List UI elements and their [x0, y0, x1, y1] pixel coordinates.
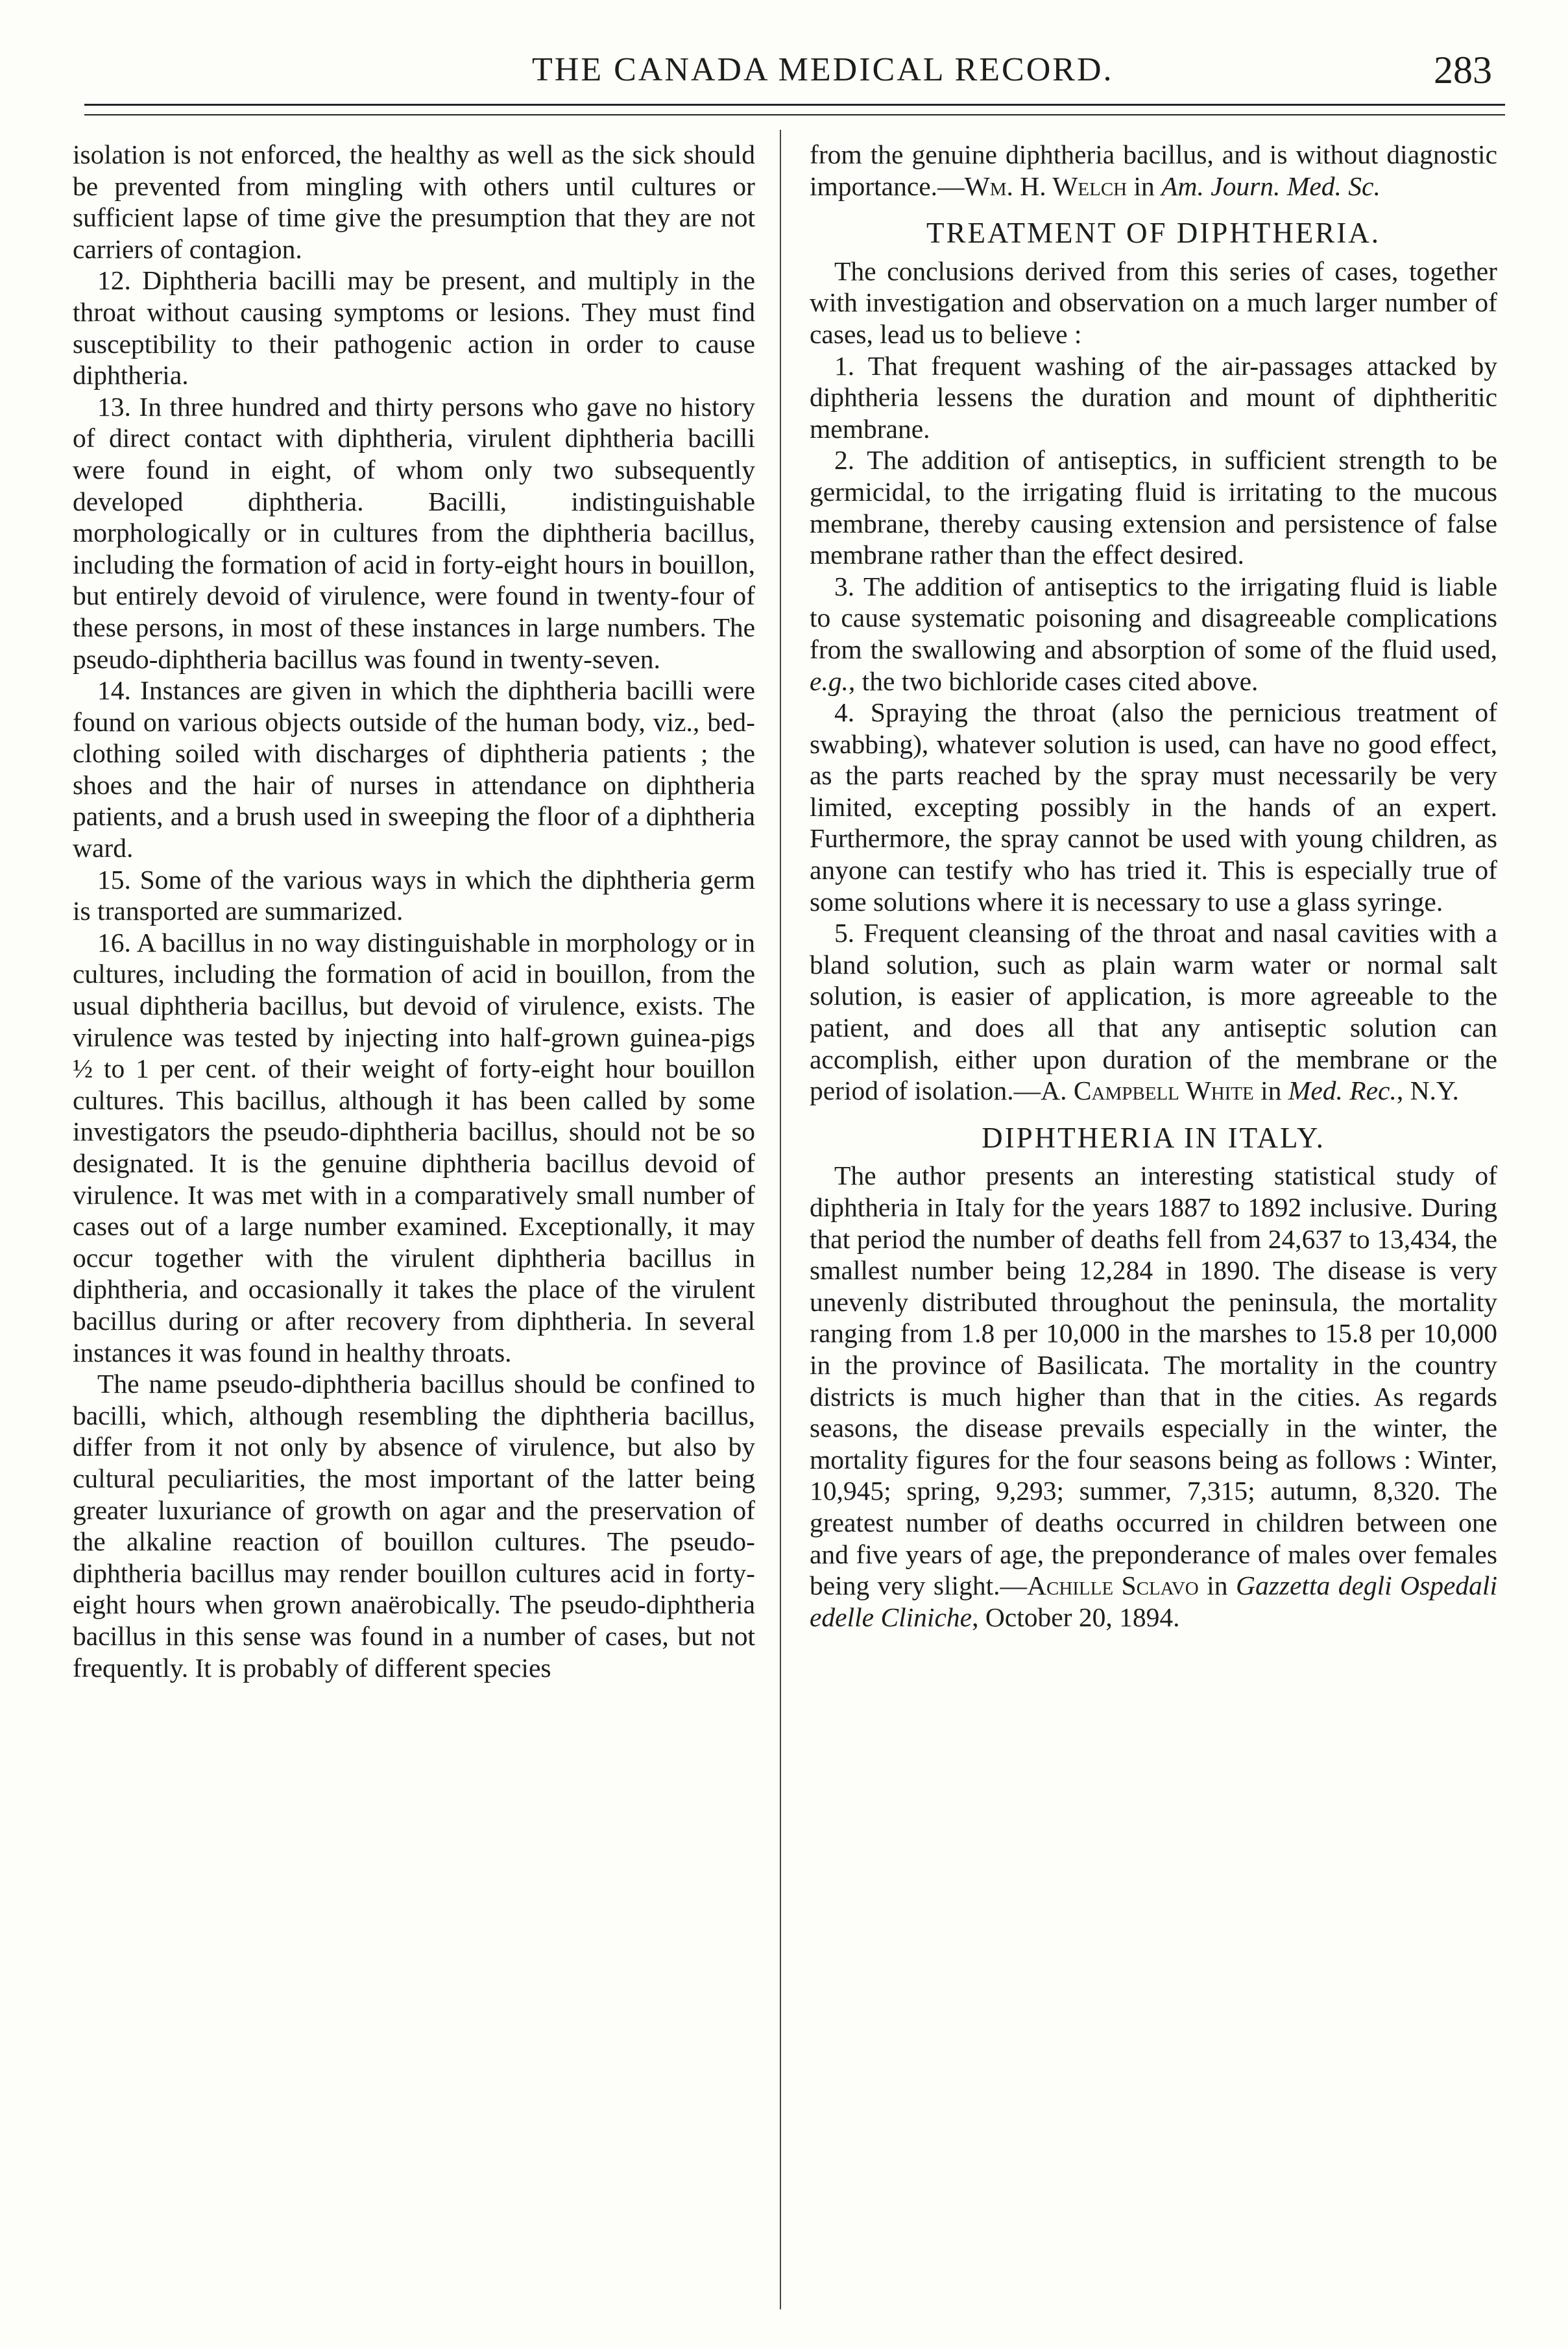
citation-author: Wm. H. Welch — [964, 171, 1128, 201]
citation-in: in — [1127, 171, 1162, 201]
right-column — [810, 139, 1497, 1633]
treatment-intro: The conclusions derived from this series of cases, together with investigation and observation on a much larger number of cases, lead us to believe : — [810, 256, 1497, 349]
treatment-point-3-tail: , the two bichloride cases cited above. — [848, 666, 1259, 696]
treatment-point-5 — [810, 917, 1497, 1107]
paragraph-12: 12. Diphtheria bacilli may be present, and multiply in the throat without causing symptoms or lesions. They must find susceptibility to their pathogenic action in order to cause diphtheria. — [73, 265, 755, 391]
treatment-point-3 — [810, 571, 1497, 697]
paragraph-14: 14. Instances are given in which the diphtheria bacilli were found on various objects outside of the human body, viz., bed-clothing soiled with discharges of diphtheria patients ; the shoes and the hair of nurses in attendance on diphtheria patients, and a brush used in sweeping the floor of a diphtheria ward. — [73, 675, 755, 863]
left-column — [73, 139, 755, 1683]
italy-paragraph — [810, 1160, 1497, 1633]
running-head — [78, 51, 1505, 96]
running-title: THE CANADA MEDICAL RECORD. — [532, 51, 1114, 88]
treatment-point-4: 4. Spraying the throat (also the pernicious treatment of swabbing), whatever solution is used, can have no good effect, as the parts reached by the spray must necessarily be very limited, excepting possibly in the hands of an expert. Furthermore, the spray cannot be used with young children, as anyone can testify who has tried it. This is especially true of some solutions where it is necessary to use a glass syringe. — [810, 697, 1497, 917]
section-title-treatment: TREATMENT OF DIPHTHERIA. — [926, 217, 1381, 250]
italy-text: The author presents an interesting statistical study of diphtheria in Italy for the years 1887 to 1892 inclusive. During that period the number of deaths fell from 24,637 to 13,434, the smallest number being 12,284 in 1890. The disease is very unevenly distributed throughout the peninsula, the mortality ranging from 1.8 per 10,000 in the marshes to 15.8 per 10,000 in the province of Basilicata. The mortality in the country districts is much higher than that in the cities. As regards seasons, the disease prevails especially in the winter, the mortality figures for the four seasons being as follows : Winter, 10,945; spring, 9,293; summer, 7,315; autumn, 8,320. The greatest number of deaths occurred in children between one and five years of age, the preponderance of males over females being very slight.— — [810, 1161, 1497, 1601]
treatment-citation-in: in — [1253, 1076, 1288, 1106]
paragraph-15: 15. Some of the various ways in which the diphtheria germ is transported are summarized. — [73, 864, 755, 926]
paragraph-16: 16. A bacillus in no way distinguishable in morphology or in cultures, including the formation of acid in bouillon, from the usual diphtheria bacillus, but devoid of virulence, exists. The virulence was tested by injecting into half-grown guinea-pigs ½ to 1 per cent. of their weight of forty-eight hour bouillon cultures. This bacillus, although it has been called by some investigators the pseudo-diphtheria bacillus, should not be so designated. It is the genuine diphtheria bacillus devoid of virulence. It was met with in a comparatively small number of cases out of a large number examined. Exceptionally, it may occur together with the virulent diphtheria bacillus in diphtheria, and occasionally it takes the place of the virulent bacillus during or after recovery from diphtheria. In several instances it was found in healthy throats. — [73, 927, 755, 1367]
treatment-point-3-text: 3. The addition of antiseptics to the irrigating fluid is liable to cause systematic poisoning and disagreeable complications from the swallowing and absorption of some of the fluid used, — [810, 571, 1497, 664]
paragraph-continued: isolation is not enforced, the healthy as well as the sick should be prevented from mingling with others until cultures or sufficient lapse of time give the presumption that they are not carriers of contagion. — [73, 139, 755, 264]
paragraph-continued-right — [810, 139, 1497, 202]
treatment-point-5-text: 5. Frequent cleansing of the throat and nasal cavities with a bland solution, such as plain warm water or normal salt solution, is easier of application, is more agreeable to the patient, and does all that any antiseptic solution can accomplish, either upon duration of the membrane or the period of isolation.— — [810, 918, 1497, 1106]
header-rule-bottom — [84, 114, 1505, 115]
column-divider — [780, 130, 781, 2309]
italy-citation-source: Gazzetta degli Ospedali edelle Cliniche — [810, 1571, 1497, 1632]
treatment-point-2: 2. The addition of antiseptics, in sufficient strength to be germicidal, to the irrigating fluid is irritating to the mucous membrane, thereby causing extension and persistence of false membrane rather than the effect desired. — [810, 445, 1497, 570]
paragraph-13: 13. In three hundred and thirty persons who gave no history of direct contact with diphtheria, virulent diphtheria bacilli were found in eight, of whom only two subsequently developed diphtheria. Bacilli, indistinguishable morphologically or in cultures from the diphtheria bacillus, including the formation of acid in forty-eight hours in bouillon, but entirely devoid of virulence, were found in twenty-four of these persons, in most of these instances in large numbers. The pseudo-diphtheria bacillus was found in twenty-seven. — [73, 391, 755, 674]
paragraph-pseudo-diphtheria: The name pseudo-diphtheria bacillus should be confined to bacilli, which, although resembling the diphtheria bacillus, differ from it not only by absence of virulence, but also by cultural peculiarities, the most important of the latter being greater luxuriance of growth on agar and the preservation of the alkaline reaction of bouillon cultures. The pseudo-diphtheria bacillus may render bouillon cultures acid in forty-eight hours when grown anaërobically. The pseudo-diphtheria bacillus in this sense was found in a number of cases, but not frequently. It is probably of different species — [73, 1369, 755, 1683]
italy-citation-in: in — [1198, 1571, 1236, 1601]
section-title-italy: DIPHTHERIA IN ITALY. — [982, 1121, 1325, 1154]
citation-source: Am. Journ. Med. Sc. — [1161, 171, 1381, 201]
treatment-citation-tail: , N.Y. — [1396, 1076, 1459, 1106]
italy-citation-author: Achille Sclavo — [1027, 1571, 1199, 1601]
continued-text: from the genuine diphtheria bacillus, and is without diagnostic importance.— — [810, 139, 1497, 201]
treatment-citation-author: A. Campbell White — [1041, 1076, 1254, 1106]
treatment-point-3-eg: e.g. — [810, 666, 849, 696]
treatment-point-1: 1. That frequent washing of the air-passages attacked by diphtheria lessens the duration and mount of diphtheritic membrane. — [810, 350, 1497, 444]
treatment-citation-source: Med. Rec. — [1288, 1076, 1397, 1106]
page-number: 283 — [1434, 49, 1492, 91]
italy-citation-date: , October 20, 1894. — [972, 1602, 1180, 1632]
header-rule-top — [84, 104, 1505, 106]
